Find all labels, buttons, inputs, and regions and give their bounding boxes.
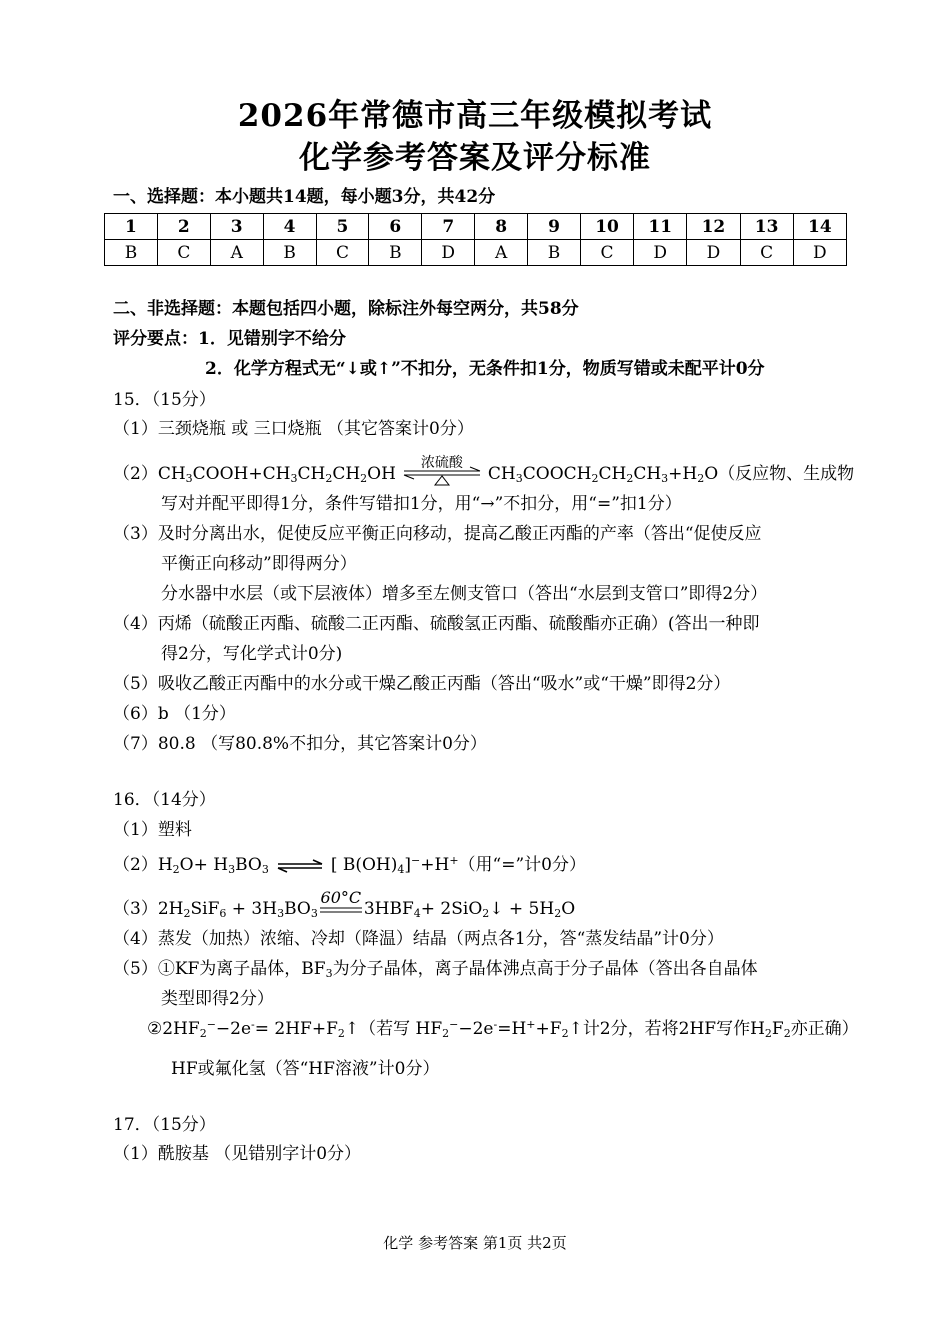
q16-answer-5: （5）①KF为离子晶体，$BF_3$为分子晶体，离子晶体沸点高于分子晶体（答出各自晶体 — [113, 959, 758, 980]
q15-answer-3: （3）及时分离出水，促使反应平衡正向移动，提高乙酸正丙酯的产率（答出“促使反应 — [113, 524, 762, 544]
exam-title: 2026年常德市高三年级模拟考试 — [237, 98, 713, 134]
question-number-cell: 8 — [475, 214, 528, 240]
q16-answer-5-c: HF或氟化氢（答“HF溶液”计0分） — [171, 1059, 440, 1079]
q16-answer-1: （1）塑料 — [113, 820, 192, 840]
q15-answer-5: （5）吸收乙酸正丙酯中的水分或干燥乙酸正丙酯（答出“吸水”或“干燥”即得2分） — [113, 674, 731, 694]
q15-answer-3-b: 分水器中水层（或下层液体）增多至左侧支管口（答出“水层到支管口”即得2分） — [161, 584, 768, 604]
q17-answer-1: （1）酰胺基 （见错别字计0分） — [113, 1144, 362, 1164]
condition-temperature: 60°C — [320, 887, 362, 907]
question-number-cell: 9 — [528, 214, 581, 240]
q16-answer-4: （4）蒸发（加热）浓缩、冷却（降温）结晶（两点各1分，答“蒸发结晶”计0分） — [113, 929, 724, 949]
condition-equals-sign — [319, 887, 363, 919]
section2-heading: 二、非选择题：本题包括四小题，除标注外每空两分，共58分 — [113, 299, 579, 319]
q15-heading: 15．（15分） — [113, 390, 216, 410]
q16-answer-5-cont: 类型即得2分） — [161, 989, 274, 1009]
q16-answer-5-b: $②2HF_2^--2e^-=$ $2HF+F_2↑$（若写 $HF_2^--2e^-=H^++F_2↑$计2分，若将2HF写作$H_2F_2$亦正确） — [147, 1018, 859, 1040]
answer-cell: C — [740, 240, 793, 266]
q17-heading: 17．（15分） — [113, 1115, 216, 1135]
question-number-cell: 11 — [634, 214, 687, 240]
question-number-cell: 10 — [580, 214, 633, 240]
question-number-cell: 7 — [422, 214, 475, 240]
q16-answer-3: $(3)2H_2SiF_6 + 3H_3BO_3$ 60°C $3HBF_4+$ 2SiO$_2$↓ + $5H_2O$ — [113, 887, 576, 920]
answer-cell: D — [793, 240, 846, 266]
scoring-rule-1: 评分要点：1．见错别字不给分 — [113, 329, 346, 349]
section1-heading: 一、选择题：本小题共14题，每小题3分，共42分 — [113, 187, 496, 207]
answer-row — [105, 240, 847, 266]
page-footer: 化学 参考答案 第1页 共2页 — [383, 1234, 567, 1252]
q15-answer-6: （6）b （1分） — [113, 704, 236, 724]
question-number-cell: 3 — [210, 214, 263, 240]
question-number-cell: 6 — [369, 214, 422, 240]
q16-heading: 16．（14分） — [113, 790, 216, 810]
question-number-cell: 2 — [157, 214, 210, 240]
q15-answer-2: $(2)CH_3COOH+CH_3CH_2CH_2OH$ 浓硫酸 $CH_3COOCH_2CH_2CH_3+H_2O$（反应物、生成物 — [113, 463, 854, 486]
answer-cell: D — [687, 240, 740, 266]
question-number-cell: 5 — [316, 214, 369, 240]
reversible-arrow-with-conditions — [400, 454, 484, 486]
q16-answer-2: $(2)H_2O+ H_3BO_3$ [ $B(OH)_4]^-+H^+$（用“=”计0分） — [113, 854, 586, 876]
q15-answer-4: （4）丙烯（硫酸正丙酯、硫酸二正丙酯、硫酸氢正丙酯、硫酸酯亦正确）(答出一种即 — [113, 614, 760, 634]
question-number-cell: 13 — [740, 214, 793, 240]
answer-cell: D — [422, 240, 475, 266]
answer-cell: A — [210, 240, 263, 266]
answer-cell: C — [580, 240, 633, 266]
equilibrium-arrow-icon — [275, 859, 325, 873]
question-number-cell: 4 — [263, 214, 316, 240]
answer-cell: C — [316, 240, 369, 266]
q15-answer-4-cont: 得2分，写化学式计0分) — [161, 644, 343, 664]
choice-answer-table — [104, 213, 847, 266]
q15-answer-7: （7）80.8 （写80.8%不扣分，其它答案计0分） — [113, 734, 487, 754]
answer-cell: C — [157, 240, 210, 266]
answer-cell: B — [263, 240, 316, 266]
q15-answer-3-cont: 平衡正向移动”即得两分） — [161, 554, 357, 574]
scoring-rule-2: 2．化学方程式无“↓或↑”不扣分，无条件扣1分，物质写错或未配平计0分 — [205, 359, 765, 379]
q15-answer-1: （1）三颈烧瓶 或 三口烧瓶 （其它答案计0分） — [113, 419, 474, 439]
exam-subtitle: 化学参考答案及评分标准 — [299, 140, 651, 176]
condition-catalyst: 浓硫酸 — [420, 454, 463, 471]
answer-cell: B — [528, 240, 581, 266]
answer-cell: B — [105, 240, 158, 266]
question-number-row — [105, 214, 847, 240]
answer-cell: D — [634, 240, 687, 266]
question-number-cell: 1 — [105, 214, 158, 240]
answer-cell: A — [475, 240, 528, 266]
q15-answer-2-cont: 写对并配平即得1分，条件写错扣1分，用“→”不扣分，用“=”扣1分） — [161, 494, 682, 514]
question-number-cell: 14 — [793, 214, 846, 240]
question-number-cell: 12 — [687, 214, 740, 240]
answer-cell: B — [369, 240, 422, 266]
